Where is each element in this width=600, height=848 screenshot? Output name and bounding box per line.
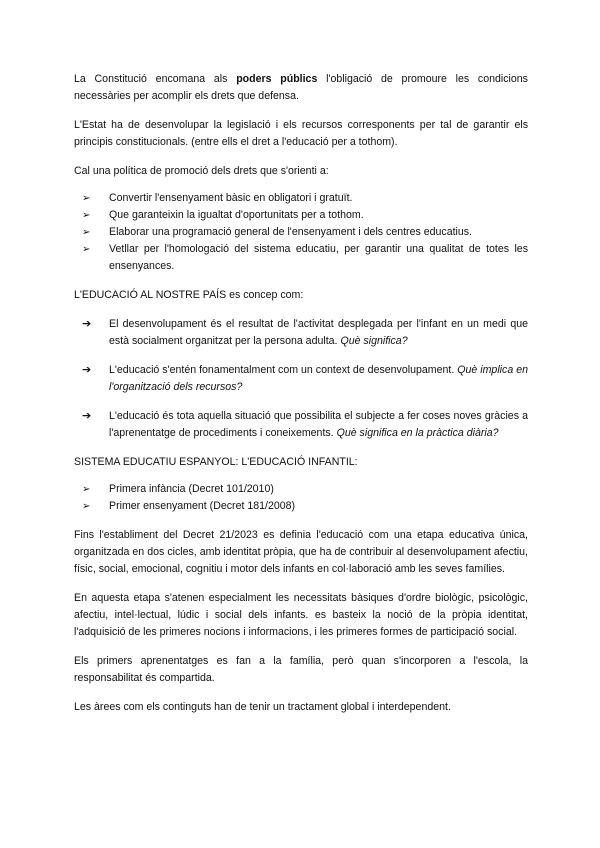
chevron-bullet-icon: ➢: [82, 227, 91, 238]
intro-paragraph-3: Cal una política de promoció dels drets que s'orienti a:: [74, 165, 329, 177]
arrow-bullet-icon: ➔: [82, 410, 92, 422]
chevron-bullet-icon: ➢: [82, 484, 91, 495]
system-list: [74, 481, 528, 515]
list-item: [74, 498, 528, 515]
concept-list: [74, 316, 528, 442]
intro-text: l'obligació de promoure les condicions necessàries per acomplir els drets que defensa.: [74, 73, 528, 102]
chevron-bullet-icon: ➢: [82, 501, 91, 512]
list-item-text: Vetllar per l'homologació del sistema educatiu, per garantir una qualitat de totes les ensenyances.: [109, 243, 528, 272]
list-item: [74, 362, 528, 396]
bold-term: poders públics: [236, 73, 318, 85]
reflection-question: Què implica en l'organització dels recursos?: [109, 364, 528, 393]
arrow-bullet-icon: ➔: [82, 318, 92, 330]
list-item-text: Primera infància (Decret 101/2010): [109, 483, 274, 495]
intro-paragraph-1: [74, 71, 528, 105]
list-item: [74, 190, 528, 207]
system-paragraph-3: Els primers aprenentatges es fan a la família, però quan s'incorporen a l'escola, la responsabilitat és compartida.: [74, 655, 528, 684]
list-item: [74, 224, 528, 241]
chevron-bullet-icon: ➢: [82, 244, 91, 255]
system-heading: SISTEMA EDUCATIU ESPANYOL: L'EDUCACIÓ INFANTIL:: [74, 456, 358, 468]
list-item: [74, 481, 528, 498]
reflection-question: Què significa en la pràctica diària?: [336, 427, 499, 439]
list-item-text: Elaborar una programació general de l'ensenyament i dels centres educatius.: [109, 226, 473, 238]
list-item: [74, 408, 528, 442]
system-paragraph-4: Les àrees com els continguts han de tenir un tractament global i interdependent.: [74, 701, 451, 713]
system-paragraph-2: En aquesta etapa s'atenen especialment les necessitats bàsiques d'ordre biològic, psicològic, afectiu, intel·lectual, lúdic i social dels infants. es basteix la noció de la pròpia identitat, l'adquisició de les primeres nocions i informacions, i les primeres formes de participació social.: [74, 592, 528, 638]
list-item-text: L'educació és tota aquella situació que possibilita el subjecte a fer coses noves gràcies a l'aprenentatge de procediments i coneixements.: [109, 410, 528, 439]
reflection-question: Què significa?: [340, 335, 408, 347]
list-item: [74, 207, 528, 224]
document-body: [74, 71, 528, 728]
list-item-text: Convertir l'ensenyament bàsic en obligatori i gratuït.: [109, 192, 353, 204]
intro-text: La Constitució encomana als: [74, 73, 228, 85]
system-paragraph-1: Fins l'establiment del Decret 21/2023 es definia l'educació com una etapa educativa única, organitzada en dos cicles, amb identitat pròpia, que ha de contribuir al desenvolupament afectiu, físic, social, emocional, cognitiu i motor dels infants en col·laboració amb les seves famílies.: [74, 529, 528, 575]
list-item: [74, 241, 528, 275]
chevron-bullet-icon: ➢: [82, 210, 91, 221]
intro-paragraph-2: L'Estat ha de desenvolupar la legislació i els recursos corresponents per tal de garantir els principis constitucionals. (entre ells el dret a l'educació per a tothom).: [74, 119, 528, 148]
list-item: [74, 316, 528, 350]
list-item-text: L'educació s'entén fonamentalment com un context de desenvolupament.: [109, 364, 455, 376]
chevron-bullet-icon: ➢: [82, 193, 91, 204]
policy-list: [74, 190, 528, 275]
list-item-text: Que garanteixin la igualtat d'oportunitats per a tothom.: [109, 209, 364, 221]
list-item-text: Primer ensenyament (Decret 181/2008): [109, 500, 296, 512]
list-item-text: El desenvolupament és el resultat de l'activitat desplegada per l'infant en un medi que està socialment organitzat per la persona adulta.: [109, 318, 528, 347]
arrow-bullet-icon: ➔: [82, 364, 92, 376]
concept-heading: L'EDUCACIÓ AL NOSTRE PAÍS es concep com:: [74, 289, 304, 301]
